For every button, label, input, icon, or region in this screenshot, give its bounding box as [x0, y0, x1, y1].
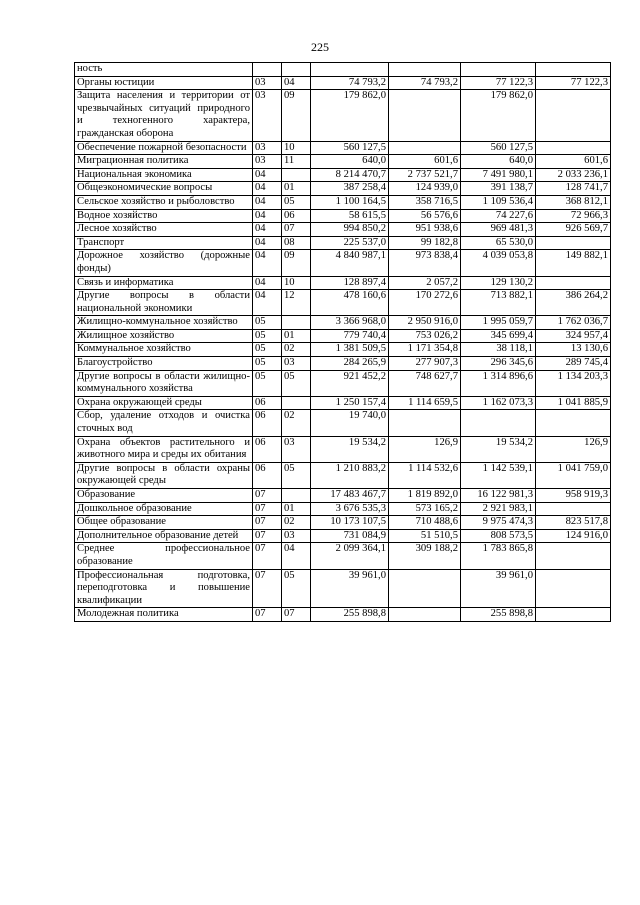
amount-3: 77 122,3 [461, 76, 536, 90]
section-code [253, 63, 282, 77]
amount-1: 1 381 509,5 [311, 343, 389, 357]
row-name: Образование [75, 489, 253, 503]
amount-4: 128 741,7 [536, 182, 611, 196]
section-code: 06 [253, 436, 282, 462]
amount-2: 951 938,6 [389, 223, 461, 237]
row-name: Жилищно-коммунальное хозяйство [75, 316, 253, 330]
section-code: 07 [253, 489, 282, 503]
amount-2: 170 272,6 [389, 290, 461, 316]
amount-2: 973 838,4 [389, 250, 461, 276]
amount-4 [536, 543, 611, 569]
amount-2 [389, 90, 461, 141]
table-row [75, 396, 611, 410]
subsection-code: 08 [282, 236, 311, 250]
section-code: 05 [253, 357, 282, 371]
table-row [75, 489, 611, 503]
section-code: 04 [253, 290, 282, 316]
amount-2: 710 488,6 [389, 516, 461, 530]
table-row [75, 90, 611, 141]
amount-1: 17 483 467,7 [311, 489, 389, 503]
amount-2: 748 627,7 [389, 370, 461, 396]
subsection-code [282, 168, 311, 182]
section-code: 04 [253, 223, 282, 237]
amount-1: 387 258,4 [311, 182, 389, 196]
section-code: 07 [253, 543, 282, 569]
subsection-code: 09 [282, 250, 311, 276]
row-name: Коммунальное хозяйство [75, 343, 253, 357]
amount-2 [389, 569, 461, 608]
amount-1: 560 127,5 [311, 141, 389, 155]
amount-3: 345 699,4 [461, 329, 536, 343]
amount-3: 1 995 059,7 [461, 316, 536, 330]
amount-4: 289 745,4 [536, 357, 611, 371]
row-name: Органы юстиции [75, 76, 253, 90]
subsection-code: 01 [282, 329, 311, 343]
row-name: Другие вопросы в области жилищно-коммунального хозяйства [75, 370, 253, 396]
row-name: Дошкольное образование [75, 502, 253, 516]
amount-2: 573 165,2 [389, 502, 461, 516]
table-row [75, 370, 611, 396]
amount-3: 179 862,0 [461, 90, 536, 141]
amount-4: 149 882,1 [536, 250, 611, 276]
table-row [75, 236, 611, 250]
subsection-code: 12 [282, 290, 311, 316]
subsection-code: 06 [282, 209, 311, 223]
subsection-code: 04 [282, 76, 311, 90]
subsection-code: 09 [282, 90, 311, 141]
section-code: 03 [253, 141, 282, 155]
amount-2: 124 939,0 [389, 182, 461, 196]
subsection-code: 07 [282, 608, 311, 622]
amount-1: 994 850,2 [311, 223, 389, 237]
amount-4: 1 041 885,9 [536, 396, 611, 410]
subsection-code: 03 [282, 436, 311, 462]
subsection-code: 04 [282, 543, 311, 569]
section-code: 07 [253, 529, 282, 543]
amount-4 [536, 90, 611, 141]
table-row [75, 290, 611, 316]
amount-4 [536, 410, 611, 436]
amount-1: 39 961,0 [311, 569, 389, 608]
amount-4 [536, 141, 611, 155]
row-name: Молодежная политика [75, 608, 253, 622]
subsection-code: 10 [282, 141, 311, 155]
row-name: Транспорт [75, 236, 253, 250]
amount-1: 3 366 968,0 [311, 316, 389, 330]
section-code: 04 [253, 182, 282, 196]
section-code: 07 [253, 516, 282, 530]
amount-3: 560 127,5 [461, 141, 536, 155]
section-code: 04 [253, 276, 282, 290]
table-row [75, 543, 611, 569]
subsection-code: 05 [282, 195, 311, 209]
amount-3: 296 345,6 [461, 357, 536, 371]
amount-2: 601,6 [389, 155, 461, 169]
row-name: Другие вопросы в области охраны окружающей среды [75, 462, 253, 488]
section-code: 07 [253, 608, 282, 622]
section-code: 06 [253, 396, 282, 410]
amount-4: 368 812,1 [536, 195, 611, 209]
section-code: 07 [253, 502, 282, 516]
amount-2: 1 819 892,0 [389, 489, 461, 503]
table-row [75, 357, 611, 371]
amount-3: 640,0 [461, 155, 536, 169]
amount-2: 2 057,2 [389, 276, 461, 290]
section-code: 04 [253, 168, 282, 182]
table-row [75, 529, 611, 543]
amount-2: 56 576,6 [389, 209, 461, 223]
amount-2: 51 510,5 [389, 529, 461, 543]
subsection-code: 03 [282, 357, 311, 371]
amount-2 [389, 141, 461, 155]
amount-3: 969 481,3 [461, 223, 536, 237]
amount-2: 74 793,2 [389, 76, 461, 90]
amount-1: 10 173 107,5 [311, 516, 389, 530]
amount-4: 958 919,3 [536, 489, 611, 503]
subsection-code: 02 [282, 410, 311, 436]
amount-1: 779 740,4 [311, 329, 389, 343]
table-row [75, 76, 611, 90]
amount-4: 926 569,7 [536, 223, 611, 237]
amount-1: 19 534,2 [311, 436, 389, 462]
amount-4 [536, 502, 611, 516]
table-row [75, 569, 611, 608]
section-code: 05 [253, 316, 282, 330]
amount-1: 1 100 164,5 [311, 195, 389, 209]
amount-4: 2 033 236,1 [536, 168, 611, 182]
amount-2: 2 950 916,0 [389, 316, 461, 330]
section-code: 04 [253, 236, 282, 250]
subsection-code: 01 [282, 182, 311, 196]
subsection-code: 02 [282, 516, 311, 530]
row-name: Обеспечение пожарной безопасности [75, 141, 253, 155]
amount-4: 13 130,6 [536, 343, 611, 357]
amount-1 [311, 63, 389, 77]
table-row [75, 329, 611, 343]
amount-3: 391 138,7 [461, 182, 536, 196]
amount-4: 77 122,3 [536, 76, 611, 90]
amount-3 [461, 410, 536, 436]
table-row [75, 462, 611, 488]
row-name: Дополнительное образование детей [75, 529, 253, 543]
row-name: Общее образование [75, 516, 253, 530]
subsection-code: 11 [282, 155, 311, 169]
amount-4: 324 957,4 [536, 329, 611, 343]
row-name: Защита населения и территории от чрезвычайных ситуаций природного и техногенного характера, гражданская оборона [75, 90, 253, 141]
amount-4: 601,6 [536, 155, 611, 169]
amount-4 [536, 276, 611, 290]
amount-1: 128 897,4 [311, 276, 389, 290]
section-code: 03 [253, 90, 282, 141]
section-code: 06 [253, 410, 282, 436]
amount-4: 1 134 203,3 [536, 370, 611, 396]
budget-table-body [75, 63, 611, 622]
amount-3: 74 227,6 [461, 209, 536, 223]
amount-2: 358 716,5 [389, 195, 461, 209]
amount-3: 808 573,5 [461, 529, 536, 543]
amount-1: 58 615,5 [311, 209, 389, 223]
amount-4 [536, 236, 611, 250]
table-row [75, 63, 611, 77]
amount-3 [461, 63, 536, 77]
table-row [75, 141, 611, 155]
amount-2: 1 114 659,5 [389, 396, 461, 410]
section-code: 05 [253, 329, 282, 343]
amount-1: 3 676 535,3 [311, 502, 389, 516]
amount-3: 255 898,8 [461, 608, 536, 622]
row-name: Охрана объектов растительного и животного мира и среды их обитания [75, 436, 253, 462]
row-name: Среднее профессиональное образование [75, 543, 253, 569]
amount-1: 731 084,9 [311, 529, 389, 543]
section-code: 05 [253, 343, 282, 357]
amount-1: 640,0 [311, 155, 389, 169]
section-code: 05 [253, 370, 282, 396]
row-name: Национальная экономика [75, 168, 253, 182]
section-code: 04 [253, 195, 282, 209]
amount-1: 2 099 364,1 [311, 543, 389, 569]
amount-3: 713 882,1 [461, 290, 536, 316]
row-name: Лесное хозяйство [75, 223, 253, 237]
amount-3: 9 975 474,3 [461, 516, 536, 530]
row-name: Сбор, удаление отходов и очистка сточных вод [75, 410, 253, 436]
row-name: Миграционная политика [75, 155, 253, 169]
amount-3: 16 122 981,3 [461, 489, 536, 503]
amount-3: 38 118,1 [461, 343, 536, 357]
row-name: Сельское хозяйство и рыболовство [75, 195, 253, 209]
amount-4: 386 264,2 [536, 290, 611, 316]
subsection-code: 03 [282, 529, 311, 543]
amount-1: 4 840 987,1 [311, 250, 389, 276]
page-number: 225 [311, 40, 329, 54]
amount-3: 7 491 980,1 [461, 168, 536, 182]
amount-1: 8 214 470,7 [311, 168, 389, 182]
row-name: ность [75, 63, 253, 77]
subsection-code: 05 [282, 370, 311, 396]
amount-3: 1 314 896,6 [461, 370, 536, 396]
amount-3: 19 534,2 [461, 436, 536, 462]
amount-3: 129 130,2 [461, 276, 536, 290]
subsection-code [282, 63, 311, 77]
subsection-code: 05 [282, 462, 311, 488]
section-code: 04 [253, 209, 282, 223]
amount-2: 1 114 532,6 [389, 462, 461, 488]
row-name: Другие вопросы в области национальной экономики [75, 290, 253, 316]
table-row [75, 195, 611, 209]
section-code: 06 [253, 462, 282, 488]
row-name: Благоустройство [75, 357, 253, 371]
amount-1: 921 452,2 [311, 370, 389, 396]
amount-2: 99 182,8 [389, 236, 461, 250]
section-code: 03 [253, 155, 282, 169]
row-name: Водное хозяйство [75, 209, 253, 223]
amount-3: 39 961,0 [461, 569, 536, 608]
table-row [75, 155, 611, 169]
table-row [75, 608, 611, 622]
amount-4 [536, 608, 611, 622]
table-row [75, 223, 611, 237]
amount-2: 309 188,2 [389, 543, 461, 569]
amount-4 [536, 569, 611, 608]
table-row [75, 209, 611, 223]
amount-1: 284 265,9 [311, 357, 389, 371]
subsection-code: 05 [282, 569, 311, 608]
amount-2 [389, 410, 461, 436]
subsection-code: 10 [282, 276, 311, 290]
amount-1: 179 862,0 [311, 90, 389, 141]
amount-2: 753 026,2 [389, 329, 461, 343]
amount-4: 124 916,0 [536, 529, 611, 543]
subsection-code [282, 316, 311, 330]
table-row [75, 316, 611, 330]
subsection-code [282, 396, 311, 410]
amount-1: 74 793,2 [311, 76, 389, 90]
amount-3: 1 109 536,4 [461, 195, 536, 209]
amount-4 [536, 63, 611, 77]
table-row [75, 168, 611, 182]
section-code: 07 [253, 569, 282, 608]
budget-table [74, 62, 611, 622]
amount-2: 2 737 521,7 [389, 168, 461, 182]
amount-1: 478 160,6 [311, 290, 389, 316]
amount-2: 126,9 [389, 436, 461, 462]
amount-2 [389, 608, 461, 622]
section-code: 03 [253, 76, 282, 90]
subsection-code: 02 [282, 343, 311, 357]
table-row [75, 502, 611, 516]
row-name: Профессиональная подготовка, переподготовка и повышение квалификации [75, 569, 253, 608]
table-row [75, 343, 611, 357]
amount-1: 19 740,0 [311, 410, 389, 436]
row-name: Общеэкономические вопросы [75, 182, 253, 196]
table-row [75, 276, 611, 290]
table-row [75, 436, 611, 462]
amount-4: 126,9 [536, 436, 611, 462]
amount-3: 65 530,0 [461, 236, 536, 250]
row-name: Жилищное хозяйство [75, 329, 253, 343]
amount-4: 1 041 759,0 [536, 462, 611, 488]
amount-4: 1 762 036,7 [536, 316, 611, 330]
row-name: Дорожное хозяйство (дорожные фонды) [75, 250, 253, 276]
row-name: Связь и информатика [75, 276, 253, 290]
row-name: Охрана окружающей среды [75, 396, 253, 410]
table-row [75, 182, 611, 196]
table-row [75, 250, 611, 276]
table-row [75, 516, 611, 530]
section-code: 04 [253, 250, 282, 276]
amount-4: 72 966,3 [536, 209, 611, 223]
amount-4: 823 517,8 [536, 516, 611, 530]
amount-3: 1 162 073,3 [461, 396, 536, 410]
amount-3: 2 921 983,1 [461, 502, 536, 516]
amount-3: 4 039 053,8 [461, 250, 536, 276]
amount-3: 1 783 865,8 [461, 543, 536, 569]
amount-1: 1 250 157,4 [311, 396, 389, 410]
amount-2 [389, 63, 461, 77]
amount-1: 255 898,8 [311, 608, 389, 622]
amount-1: 1 210 883,2 [311, 462, 389, 488]
subsection-code [282, 489, 311, 503]
amount-2: 277 907,3 [389, 357, 461, 371]
amount-2: 1 171 354,8 [389, 343, 461, 357]
subsection-code: 01 [282, 502, 311, 516]
subsection-code: 07 [282, 223, 311, 237]
amount-3: 1 142 539,1 [461, 462, 536, 488]
table-row [75, 410, 611, 436]
amount-1: 225 537,0 [311, 236, 389, 250]
